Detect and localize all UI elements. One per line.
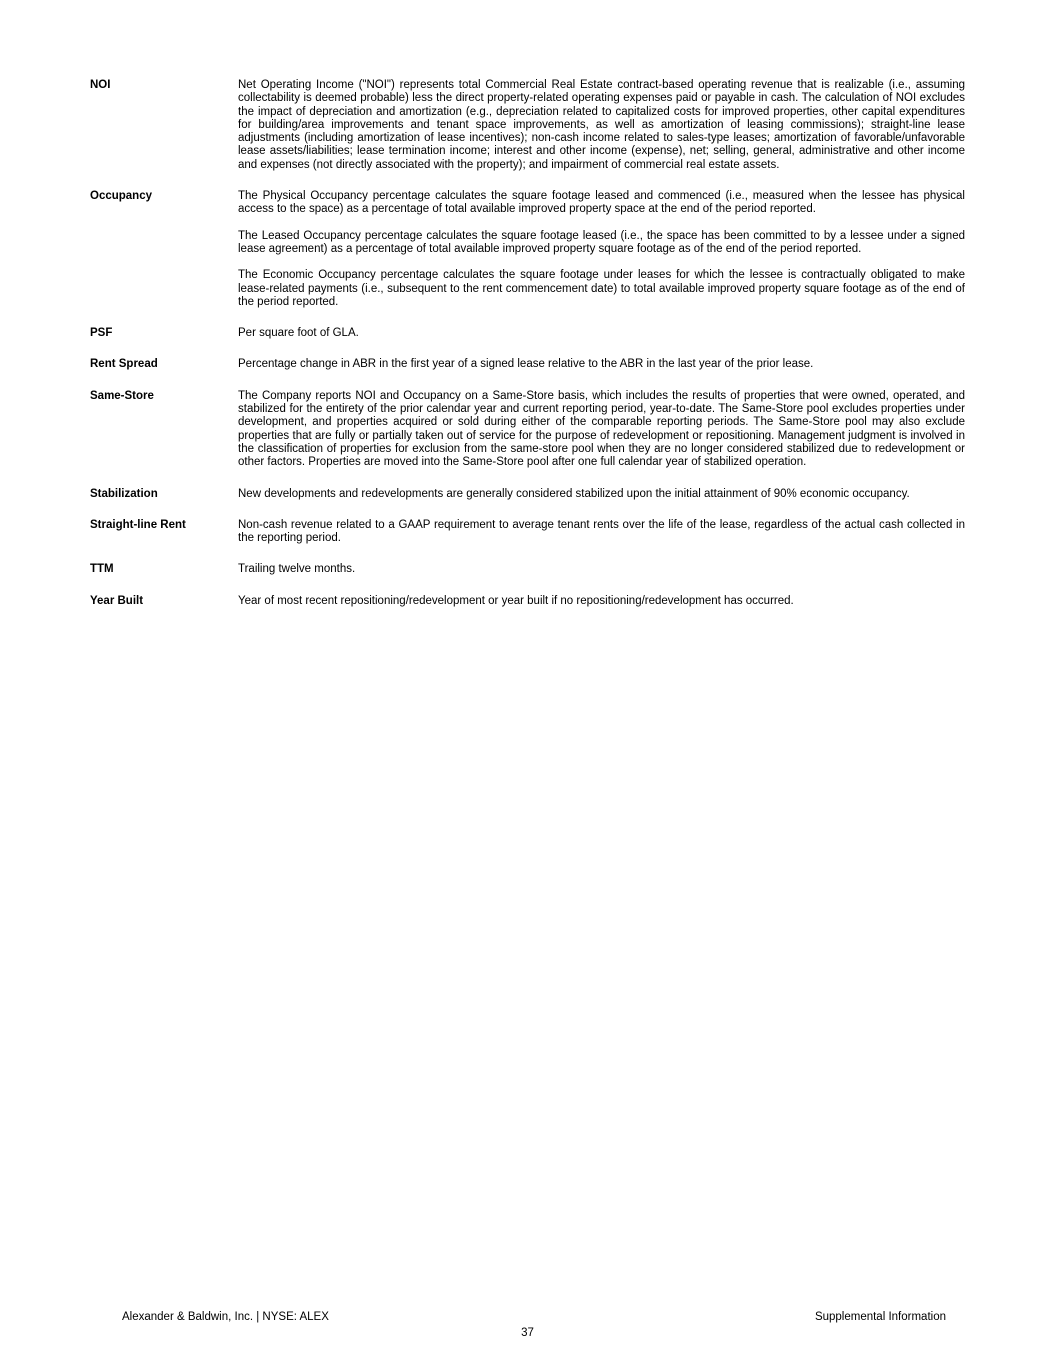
definition-paragraph: Per square foot of GLA. bbox=[238, 327, 359, 340]
definition-paragraph: New developments and redevelopments are generally considered stabilized upon the initial attainment of 90% economic occupancy. bbox=[238, 487, 910, 500]
glossary-definition bbox=[238, 563, 965, 576]
glossary-term: NOI bbox=[90, 79, 111, 91]
definition-paragraph: The Economic Occupancy percentage calculates the square footage under leases for which the lessee is contractually obligated to make lease-related payments (i.e., subsequent to the rent commencement date) to total available improved property square footage as of the end of the period reported. bbox=[238, 269, 965, 308]
glossary-definition bbox=[238, 190, 965, 309]
glossary-definition bbox=[238, 595, 965, 608]
glossary-term: Same-Store bbox=[90, 389, 154, 402]
glossary-term: Rent Spread bbox=[90, 358, 158, 371]
glossary-term: TTM bbox=[90, 563, 114, 576]
definition-paragraph: Percentage change in ABR in the first year of a signed lease relative to the ABR in the last year of the prior lease. bbox=[238, 358, 814, 371]
page-footer bbox=[0, 1311, 1055, 1324]
glossary-entry bbox=[90, 79, 965, 172]
glossary-term: Straight-line Rent bbox=[90, 518, 186, 531]
glossary-term: Year Built bbox=[90, 594, 144, 607]
glossary-term: Stabilization bbox=[90, 487, 158, 500]
glossary-definition bbox=[238, 79, 965, 172]
glossary-entry bbox=[90, 327, 965, 340]
glossary-term: Occupancy bbox=[90, 190, 152, 203]
glossary-definition bbox=[238, 358, 965, 371]
glossary-entry bbox=[90, 563, 965, 576]
definition-paragraph: Non-cash revenue related to a GAAP requirement to average tenant rents over the life of the lease, regardless of the actual cash collected in the reporting period. bbox=[238, 518, 965, 545]
glossary-definition bbox=[238, 488, 965, 501]
glossary-entry bbox=[90, 390, 965, 470]
glossary-definition bbox=[238, 519, 965, 546]
page-number: 37 bbox=[521, 1326, 534, 1339]
definition-paragraph: The Physical Occupancy percentage calculates the square footage leased and commenced (i.e., measured when the lessee has physical access to the space) as a percentage of total available improved property space at the end of the period reported. bbox=[238, 190, 965, 216]
definition-paragraph: Year of most recent repositioning/redevelopment or year built if no repositioning/redevelopment has occurred. bbox=[238, 594, 794, 607]
footer-document-label: Supplemental Information bbox=[814, 1310, 946, 1323]
definition-paragraph: Trailing twelve months. bbox=[238, 563, 356, 576]
footer-company-label: Alexander & Baldwin, Inc. | NYSE: ALEX bbox=[122, 1310, 329, 1323]
definition-paragraph: Net Operating Income ("NOI") represents total Commercial Real Estate contract-based operating revenue that is realizable (i.e., assuming collectability is deemed probable) less the direct property-related operating expenses paid or payable in cash. The calculation of NOI excludes the impact of depreciation and amortization (e.g., depreciation related to capitalized costs for improved properties, other capital expenditures for building/area improvements and tenant space improvements, as well as amortization of leasing commissions); straight-line lease adjustments (including amortization of lease incentives); non-cash income related to sales-type leases; amortization of favorable/unfavorable lease assets/liabilities; lease termination income; interest and other income (expense), net; selling, general, administrative and other income and expenses (not directly associated with the property); and impairment of commercial real estate assets. bbox=[238, 79, 965, 171]
glossary-definition bbox=[238, 390, 965, 470]
glossary-entry bbox=[90, 519, 965, 546]
glossary-entry bbox=[90, 190, 965, 309]
glossary-entry bbox=[90, 358, 965, 371]
definition-paragraph: The Leased Occupancy percentage calculates the square footage leased (i.e., the space has been committed to by a lessee under a signed lease agreement) as a percentage of total available improved property square footage as of the end of the period reported. bbox=[238, 229, 965, 255]
glossary-term: PSF bbox=[90, 327, 113, 340]
glossary-definition bbox=[238, 327, 965, 340]
definition-paragraph: The Company reports NOI and Occupancy on a Same-Store basis, which includes the results of properties that were owned, operated, and stabilized for the entirety of the prior calendar year and current reporting period, year-to-date. The Same-Store pool excludes properties under development, and properties acquired or sold during either of the comparable reporting periods. The Same-Store pool may also exclude properties that are fully or partially taken out of service for the purpose of redevelopment or repositioning. Management judgment is involved in the classification of properties for exclusion from the same-store pool when they are no longer considered stabilized due to redevelopment or other factors. Properties are moved into the Same-Store pool after one full calendar year of stabilized operation. bbox=[238, 389, 965, 469]
glossary-entry bbox=[90, 488, 965, 501]
glossary-entry bbox=[90, 595, 965, 608]
